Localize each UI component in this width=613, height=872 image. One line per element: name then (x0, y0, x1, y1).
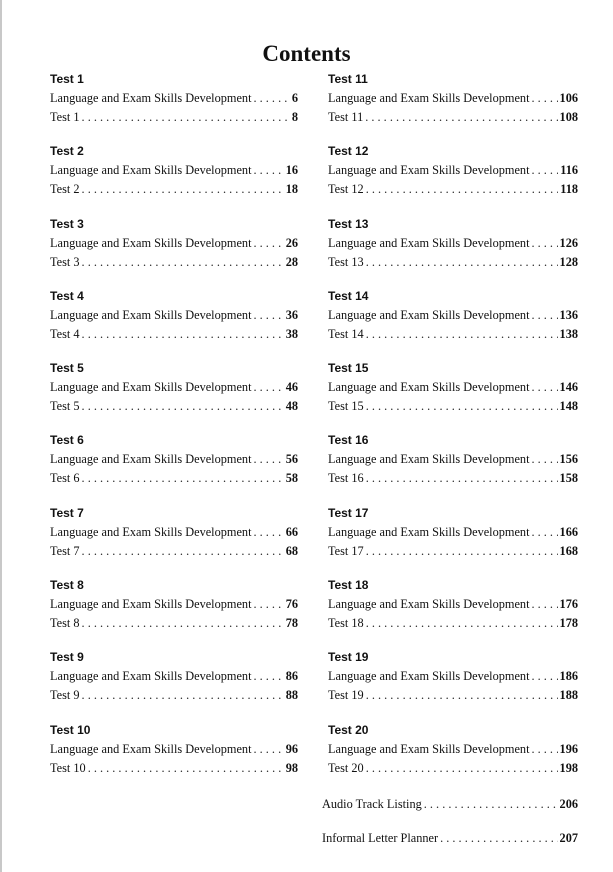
toc-entry-label: Language and Exam Skills Development (50, 741, 252, 756)
toc-section-heading: Test 5 (50, 361, 84, 376)
contents-column-right (328, 72, 578, 795)
toc-page-number: 178 (559, 616, 578, 631)
toc-entry-label: Language and Exam Skills Development (328, 524, 530, 539)
dot-leader (366, 180, 559, 199)
toc-section (50, 144, 298, 216)
toc-entry-label: Test 20 (328, 760, 364, 775)
toc-page-number: 48 (285, 399, 298, 414)
toc-entry-label: Language and Exam Skills Development (328, 380, 530, 395)
toc-entry-label: Test 10 (50, 760, 86, 775)
dot-leader (253, 234, 283, 253)
toc-section (328, 578, 578, 650)
toc-section-heading: Test 7 (50, 505, 84, 520)
toc-entry-test (328, 180, 578, 199)
toc-entry-audio-track-listing (322, 795, 578, 814)
toc-entry-label: Language and Exam Skills Development (50, 597, 252, 612)
toc-section (50, 578, 298, 650)
toc-entry-label: Test 1 (50, 110, 80, 124)
toc-entry-test (328, 759, 578, 778)
toc-page-number: 207 (559, 831, 578, 845)
toc-page-number: 36 (285, 307, 298, 322)
dot-leader (82, 469, 284, 488)
toc-page-number: 78 (285, 616, 298, 631)
toc-section (328, 217, 578, 289)
toc-entry-test (50, 614, 298, 633)
toc-entry-label: Language and Exam Skills Development (328, 452, 530, 467)
toc-section-heading: Test 10 (50, 722, 91, 737)
dot-leader (531, 234, 557, 253)
dot-leader (365, 108, 557, 127)
toc-section-heading: Test 19 (328, 650, 369, 665)
dot-leader (253, 450, 283, 469)
toc-page-number: 18 (285, 182, 298, 197)
dot-leader (424, 795, 558, 814)
toc-entry-test (328, 469, 578, 488)
toc-section-heading: Test 12 (328, 144, 369, 159)
dot-leader (82, 108, 290, 127)
dot-leader (440, 829, 557, 848)
dot-leader (253, 667, 283, 686)
toc-section-heading: Test 9 (50, 650, 84, 665)
dot-leader (82, 542, 284, 561)
toc-entry-skills (50, 667, 298, 686)
dot-leader (82, 614, 284, 633)
toc-section-heading: Test 16 (328, 433, 369, 448)
dot-leader (253, 378, 283, 397)
dot-leader (531, 378, 557, 397)
toc-section-heading: Test 18 (328, 578, 369, 593)
dot-leader (531, 161, 558, 180)
toc-entry-label: Language and Exam Skills Development (328, 91, 530, 105)
toc-entry-label: Language and Exam Skills Development (328, 597, 530, 612)
toc-page-number: 158 (559, 471, 578, 486)
toc-page-number: 86 (285, 669, 298, 684)
toc-entry-label: Test 5 (50, 399, 80, 414)
toc-entry-test (50, 542, 298, 561)
toc-entry-label: Language and Exam Skills Development (50, 235, 252, 250)
toc-entry-label: Language and Exam Skills Development (50, 380, 252, 395)
toc-entry-skills (50, 161, 298, 180)
dot-leader (253, 740, 283, 759)
dot-leader (531, 740, 557, 759)
toc-page-number: 56 (285, 452, 298, 467)
dot-leader (253, 161, 283, 180)
toc-entry-label: Test 4 (50, 326, 80, 341)
toc-entry-test (50, 397, 298, 416)
toc-entry-skills (328, 234, 578, 253)
toc-section-heading: Test 8 (50, 578, 84, 593)
dot-leader (531, 667, 557, 686)
toc-entry-test (328, 108, 578, 127)
contents-extras (322, 795, 578, 863)
toc-section (328, 433, 578, 505)
toc-section-heading: Test 1 (50, 72, 84, 86)
toc-entry-label: Language and Exam Skills Development (50, 669, 252, 684)
toc-entry-test (328, 686, 578, 705)
toc-entry-label: Test 12 (328, 182, 364, 197)
toc-page-number: 28 (285, 254, 298, 269)
toc-page-number: 96 (285, 741, 298, 756)
toc-entry-test (50, 253, 298, 272)
toc-entry-test (50, 180, 298, 199)
toc-entry-test (50, 469, 298, 488)
toc-section (50, 650, 298, 722)
dot-leader (366, 469, 558, 488)
toc-section (328, 723, 578, 795)
toc-entry-label: Language and Exam Skills Development (328, 741, 530, 756)
toc-entry-label: Test 14 (328, 326, 364, 341)
toc-entry-skills (328, 523, 578, 542)
toc-entry-skills (50, 378, 298, 397)
toc-section (50, 361, 298, 433)
toc-page-number: 186 (559, 669, 578, 684)
dot-leader (366, 253, 558, 272)
toc-page-number: 166 (559, 524, 578, 539)
toc-entry-label: Language and Exam Skills Development (328, 235, 530, 250)
toc-entry-label: Language and Exam Skills Development (328, 669, 530, 684)
toc-entry-label: Informal Letter Planner (322, 831, 439, 845)
toc-section (328, 506, 578, 578)
toc-entry-label: Language and Exam Skills Development (50, 163, 252, 178)
toc-entry-test (50, 325, 298, 344)
dot-leader (366, 686, 558, 705)
toc-entry-label: Language and Exam Skills Development (50, 307, 252, 322)
toc-section-heading: Test 11 (328, 72, 368, 86)
toc-page-number: 16 (285, 163, 298, 178)
toc-section (50, 217, 298, 289)
toc-entry-skills (50, 740, 298, 759)
dot-leader (253, 523, 283, 542)
dot-leader (82, 180, 284, 199)
toc-entry-skills (328, 161, 578, 180)
toc-section-heading: Test 4 (50, 288, 84, 303)
toc-page-number: 76 (285, 597, 298, 612)
toc-entry-test (328, 325, 578, 344)
toc-section (50, 72, 298, 144)
toc-entry-test (328, 614, 578, 633)
dot-leader (531, 523, 557, 542)
toc-page-number: 176 (559, 597, 578, 612)
toc-page-number: 188 (559, 688, 578, 703)
toc-entry-label: Audio Track Listing (322, 797, 422, 811)
dot-leader (366, 325, 558, 344)
dot-leader (82, 686, 284, 705)
toc-page-number: 46 (285, 380, 298, 395)
dot-leader (366, 759, 558, 778)
toc-page-number: 68 (285, 543, 298, 558)
toc-entry-test (328, 253, 578, 272)
dot-leader (531, 306, 557, 325)
toc-entry-skills (328, 450, 578, 469)
toc-page-number: 148 (559, 399, 578, 414)
toc-page-number: 88 (285, 688, 298, 703)
toc-entry-label: Test 13 (328, 254, 364, 269)
toc-section-heading: Test 3 (50, 216, 84, 231)
toc-page-number: 128 (559, 254, 578, 269)
toc-page-number: 116 (560, 163, 578, 178)
toc-entry-test (50, 759, 298, 778)
toc-entry-skills (50, 523, 298, 542)
dot-leader (366, 397, 558, 416)
toc-section-heading: Test 13 (328, 216, 369, 231)
toc-entry-label: Test 7 (50, 543, 80, 558)
toc-entry-test (50, 686, 298, 705)
toc-section-heading: Test 15 (328, 361, 369, 376)
toc-page-number: 198 (559, 760, 578, 775)
toc-section (328, 72, 578, 144)
toc-entry-test (328, 542, 578, 561)
toc-entry-label: Test 6 (50, 471, 80, 486)
toc-entry-skills (328, 740, 578, 759)
toc-entry-label: Language and Exam Skills Development (50, 91, 252, 105)
dot-leader (253, 595, 283, 614)
toc-section (50, 506, 298, 578)
dot-leader (253, 306, 283, 325)
page-title: Contents (262, 41, 351, 67)
toc-entry-skills (328, 306, 578, 325)
toc-entry-label: Test 2 (50, 182, 80, 197)
toc-page-number: 206 (559, 797, 578, 811)
toc-page-number: 138 (559, 326, 578, 341)
toc-section (50, 723, 298, 795)
toc-page-number: 146 (559, 380, 578, 395)
toc-section-heading: Test 2 (50, 144, 84, 159)
toc-section-heading: Test 20 (328, 722, 369, 737)
toc-page-number: 58 (285, 471, 298, 486)
toc-entry-skills (328, 595, 578, 614)
toc-page-number: 6 (291, 91, 298, 105)
toc-page-number: 106 (559, 91, 578, 105)
toc-section (328, 144, 578, 216)
toc-page-number: 168 (559, 543, 578, 558)
toc-entry-label: Test 15 (328, 399, 364, 414)
toc-entry-label: Test 3 (50, 254, 80, 269)
toc-page-number: 136 (559, 307, 578, 322)
toc-entry-skills (50, 234, 298, 253)
dot-leader (366, 614, 558, 633)
dot-leader (82, 253, 284, 272)
toc-entry-skills (328, 667, 578, 686)
toc-entry-skills (328, 378, 578, 397)
toc-entry-informal-letter-planner (322, 829, 578, 848)
toc-entry-skills (50, 595, 298, 614)
toc-page-number: 8 (291, 110, 298, 124)
toc-entry-skills (328, 89, 578, 108)
dot-leader (82, 397, 284, 416)
toc-section-heading: Test 14 (328, 288, 369, 303)
toc-entry-label: Test 19 (328, 688, 364, 703)
toc-page-number: 26 (285, 235, 298, 250)
toc-entry-label: Test 9 (50, 688, 80, 703)
toc-section (50, 433, 298, 505)
toc-entry-label: Language and Exam Skills Development (328, 163, 530, 178)
toc-entry-label: Test 17 (328, 543, 364, 558)
toc-page-number: 98 (285, 760, 298, 775)
toc-page-number: 196 (559, 741, 578, 756)
dot-leader (253, 89, 289, 108)
toc-page-number: 126 (559, 235, 578, 250)
toc-entry-label: Test 18 (328, 616, 364, 631)
toc-section-heading: Test 6 (50, 433, 84, 448)
toc-entry-skills (50, 450, 298, 469)
toc-section-heading: Test 17 (328, 505, 369, 520)
dot-leader (531, 450, 557, 469)
dot-leader (82, 325, 284, 344)
toc-page-number: 118 (560, 182, 578, 197)
toc-page-number: 156 (559, 452, 578, 467)
dot-leader (366, 542, 558, 561)
toc-entry-label: Test 8 (50, 616, 80, 631)
contents-column-left (50, 72, 298, 795)
toc-entry-label: Language and Exam Skills Development (50, 524, 252, 539)
toc-entry-label: Language and Exam Skills Development (328, 307, 530, 322)
toc-page-number: 66 (285, 524, 298, 539)
toc-entry-skills (50, 89, 298, 108)
toc-entry-test (50, 108, 298, 127)
dot-leader (531, 595, 557, 614)
toc-entry-label: Test 11 (328, 110, 364, 124)
toc-section (328, 289, 578, 361)
toc-section (328, 361, 578, 433)
toc-section (50, 289, 298, 361)
toc-entry-label: Language and Exam Skills Development (50, 452, 252, 467)
toc-entry-test (328, 397, 578, 416)
dot-leader (88, 759, 284, 778)
dot-leader (531, 89, 557, 108)
toc-page-number: 38 (285, 326, 298, 341)
toc-entry-skills (50, 306, 298, 325)
toc-page-number: 108 (559, 110, 578, 124)
toc-entry-label: Test 16 (328, 471, 364, 486)
toc-section (328, 650, 578, 722)
page-edge-rule (0, 0, 2, 872)
